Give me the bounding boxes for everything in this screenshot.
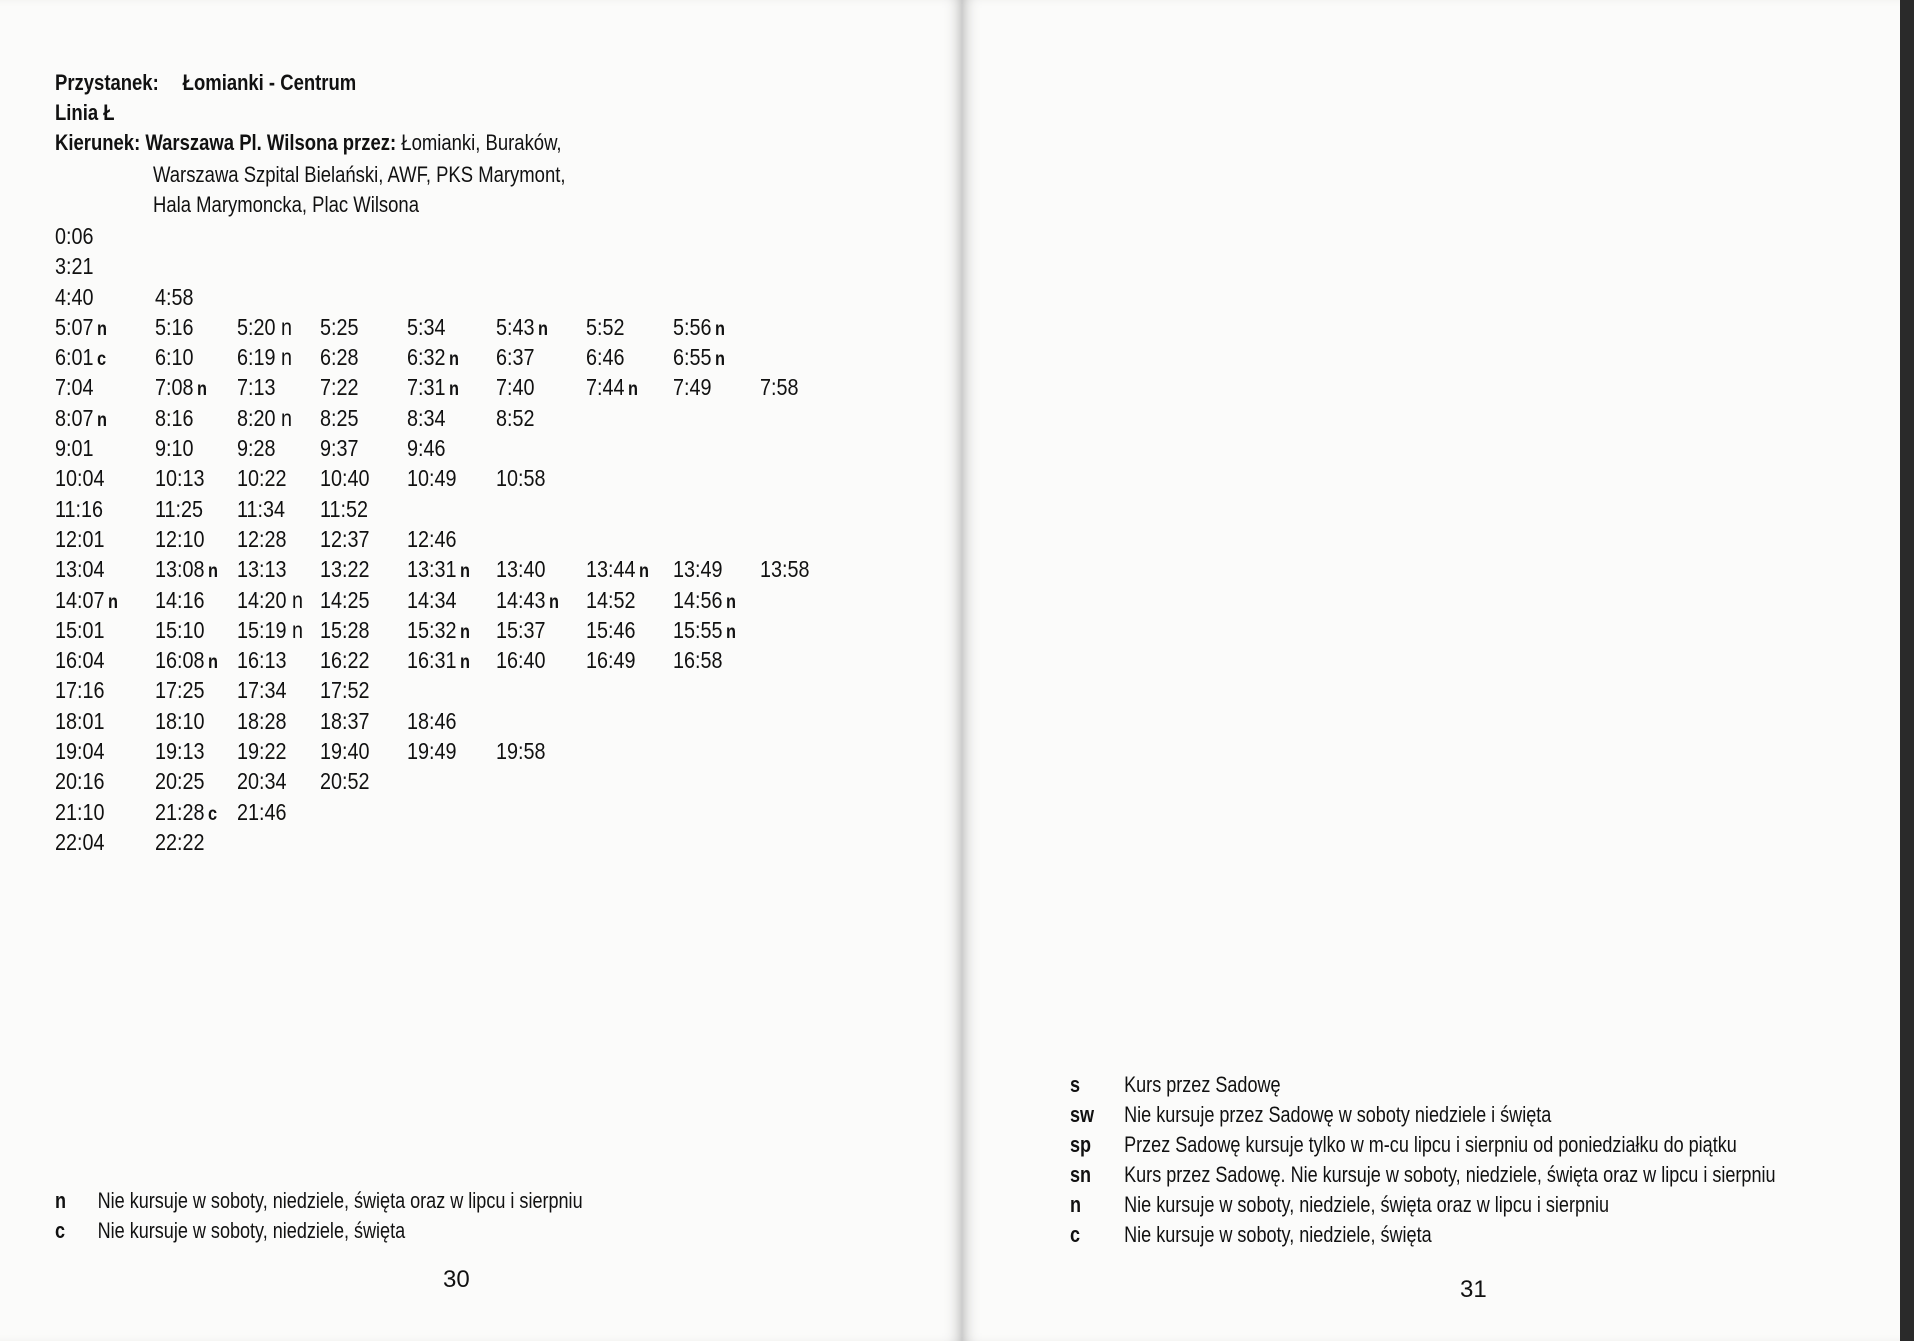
- departure-cell: [320, 526, 370, 553]
- departure-cell: [155, 314, 193, 341]
- departure-time: 6:46: [586, 344, 625, 371]
- departure-time: 10:13: [155, 465, 205, 492]
- departure-cell: [155, 677, 205, 704]
- departure-time: 4:58: [155, 283, 194, 310]
- departure-cell: [320, 677, 370, 704]
- departure-cell: [237, 374, 275, 401]
- departure-time: 5:43: [496, 313, 535, 340]
- departure-cell: [673, 556, 723, 583]
- departure-marker: n: [107, 591, 118, 613]
- departure-cell: [55, 708, 105, 735]
- departure-time: 6:19 n: [237, 344, 292, 371]
- departure-cell: [407, 405, 445, 432]
- departure-time: 16:49: [586, 647, 636, 674]
- departure-time: 19:22: [237, 738, 287, 765]
- departure-time: 20:34: [237, 768, 287, 795]
- departure-time: 15:10: [155, 616, 205, 643]
- departure-time: 14:16: [155, 586, 205, 613]
- departure-time: 5:34: [407, 313, 446, 340]
- departure-cell: [586, 587, 636, 614]
- departure-time: 7:40: [496, 374, 535, 401]
- legend-key: n: [1070, 1192, 1082, 1217]
- departure-time: 8:07: [55, 404, 94, 431]
- departure-time: 9:37: [320, 435, 359, 462]
- departure-cell: [237, 465, 287, 492]
- legend-key: sw: [1070, 1102, 1095, 1127]
- departure-cell: [55, 799, 105, 826]
- departure-time: 10:49: [407, 465, 457, 492]
- departure-cell: [673, 314, 725, 341]
- legend-text: Przez Sadowę kursuje tylko w m-cu lipcu i sierpniu od poniedziałku do piątku: [1124, 1132, 1737, 1157]
- departure-marker: n: [448, 379, 459, 401]
- departure-time: 6:28: [320, 344, 359, 371]
- legend-text: Kurs przez Sadowę. Nie kursuje w soboty, niedziele, święta oraz w lipcu i sierpniu: [1124, 1162, 1776, 1187]
- departure-cell: [760, 556, 810, 583]
- departure-time: 8:34: [407, 404, 446, 431]
- via-line-2: Warszawa Szpital Bielański, AWF, PKS Marymont,: [153, 162, 566, 187]
- departure-cell: [155, 405, 193, 432]
- departure-time: 14:34: [407, 586, 457, 613]
- departure-time: 11:52: [320, 495, 369, 522]
- departure-marker: n: [714, 349, 725, 371]
- departure-cell: [673, 374, 711, 401]
- departure-time: 9:46: [407, 435, 446, 462]
- departure-cell: [55, 647, 105, 674]
- departure-cell: [155, 617, 205, 644]
- departure-time: 15:55: [673, 616, 723, 643]
- departure-cell: [237, 344, 292, 371]
- departure-time: 13:31: [407, 556, 457, 583]
- departure-time: 20:25: [155, 768, 205, 795]
- departure-time: 6:01: [55, 344, 94, 371]
- departure-time: 19:49: [407, 738, 457, 765]
- departure-cell: [496, 314, 548, 341]
- departure-time: 5:16: [155, 313, 194, 340]
- departure-cell: [155, 496, 203, 523]
- departure-time: 0:06: [55, 223, 94, 249]
- departure-cell: [155, 344, 193, 371]
- departure-cell: [320, 405, 358, 432]
- stop-name: Łomianki - Centrum: [182, 70, 357, 95]
- departure-cell: [237, 435, 275, 462]
- via-line-1: Łomianki, Buraków,: [401, 130, 562, 155]
- departure-time: 7:22: [320, 374, 359, 401]
- departure-cell: [586, 647, 636, 674]
- departure-time: 14:43: [496, 586, 546, 613]
- departure-time: 20:52: [320, 768, 370, 795]
- departure-cell: [55, 223, 93, 250]
- departure-marker: c: [207, 803, 218, 825]
- legend-key: s: [1070, 1072, 1081, 1097]
- departure-cell: [407, 617, 470, 644]
- departure-cell: [320, 435, 358, 462]
- legend-key: c: [1070, 1222, 1081, 1247]
- departure-marker: n: [537, 318, 548, 340]
- departure-time: 19:04: [55, 738, 105, 765]
- departure-time: 16:04: [55, 647, 105, 674]
- departure-time: 8:52: [496, 404, 535, 431]
- departure-cell: [237, 799, 287, 826]
- departure-time: 6:55: [673, 344, 712, 371]
- departure-time: 9:10: [155, 435, 194, 462]
- departure-time: 14:56: [673, 586, 723, 613]
- departure-cell: [55, 617, 105, 644]
- departure-cell: [496, 405, 534, 432]
- departure-cell: [407, 587, 457, 614]
- departure-cell: [155, 647, 218, 674]
- departure-cell: [155, 284, 193, 311]
- departure-time: 13:40: [496, 556, 546, 583]
- departure-cell: [673, 587, 736, 614]
- departure-time: 17:16: [55, 677, 105, 704]
- departure-time: 16:08: [155, 647, 205, 674]
- departure-time: 5:20 n: [237, 313, 292, 340]
- via-line-3: Hala Marymoncka, Plac Wilsona: [153, 192, 420, 217]
- departure-time: 10:04: [55, 465, 105, 492]
- departure-cell: [55, 768, 105, 795]
- departure-cell: [155, 799, 217, 826]
- departure-time: 15:01: [55, 616, 105, 643]
- departure-time: 12:28: [237, 525, 287, 552]
- departure-cell: [55, 738, 105, 765]
- departure-time: 6:32: [407, 344, 446, 371]
- departure-cell: [55, 496, 103, 523]
- departure-time: 16:31: [407, 647, 457, 674]
- departure-cell: [407, 708, 457, 735]
- departure-time: 12:46: [407, 525, 457, 552]
- departure-time: 13:08: [155, 556, 205, 583]
- departure-time: 13:44: [586, 556, 636, 583]
- departure-cell: [237, 587, 303, 614]
- departure-marker: n: [196, 379, 207, 401]
- departure-cell: [55, 374, 93, 401]
- departure-time: 10:58: [496, 465, 546, 492]
- departure-cell: [55, 526, 105, 553]
- departure-time: 22:22: [155, 828, 205, 855]
- departure-cell: [155, 829, 205, 856]
- departure-time: 7:31: [407, 374, 446, 401]
- departure-cell: [673, 647, 723, 674]
- departure-time: 19:58: [496, 738, 546, 765]
- departure-cell: [320, 344, 358, 371]
- departure-marker: n: [714, 318, 725, 340]
- direction-to: Warszawa Pl. Wilsona: [145, 130, 338, 155]
- departure-time: 21:28: [155, 798, 205, 825]
- departure-cell: [496, 465, 546, 492]
- departure-marker: n: [459, 621, 470, 643]
- legend-text: Nie kursuje w soboty, niedziele, święta: [1124, 1222, 1432, 1247]
- legend-text: Kurs przez Sadowę: [1124, 1072, 1281, 1097]
- departure-cell: [320, 496, 368, 523]
- legend-key: sp: [1070, 1132, 1092, 1157]
- departure-time: 19:40: [320, 738, 370, 765]
- departure-cell: [320, 374, 358, 401]
- departure-cell: [320, 314, 358, 341]
- departure-time: 5:56: [673, 313, 712, 340]
- departure-cell: [55, 344, 106, 371]
- departure-cell: [320, 647, 370, 674]
- departure-cell: [407, 465, 457, 492]
- departure-cell: [237, 496, 285, 523]
- departure-cell: [55, 405, 107, 432]
- departure-time: 19:13: [155, 738, 205, 765]
- departure-time: 15:28: [320, 616, 370, 643]
- departure-cell: [55, 253, 93, 280]
- departure-cell: [496, 344, 534, 371]
- departure-time: 13:22: [320, 556, 370, 583]
- departure-time: 10:40: [320, 465, 370, 492]
- departure-time: 14:52: [586, 586, 636, 613]
- departure-time: 13:49: [673, 556, 723, 583]
- departure-time: 18:01: [55, 707, 105, 734]
- departure-time: 13:58: [760, 556, 810, 583]
- departure-time: 5:25: [320, 313, 359, 340]
- departure-cell: [320, 738, 370, 765]
- departure-cell: [673, 617, 736, 644]
- departure-marker: n: [459, 561, 470, 583]
- departure-time: 21:10: [55, 798, 105, 825]
- departure-cell: [673, 344, 725, 371]
- departure-time: 22:04: [55, 828, 105, 855]
- departure-cell: [496, 556, 546, 583]
- departure-cell: [155, 556, 218, 583]
- page-right: [962, 0, 1900, 1341]
- departure-cell: [586, 344, 624, 371]
- departure-cell: [320, 587, 370, 614]
- via-label: przez:: [342, 130, 397, 155]
- departure-time: 5:52: [586, 313, 625, 340]
- departure-cell: [496, 374, 534, 401]
- departure-marker: n: [638, 561, 649, 583]
- departure-time: 17:52: [320, 677, 370, 704]
- departure-marker: n: [96, 409, 107, 431]
- departure-cell: [496, 617, 546, 644]
- departure-time: 8:20 n: [237, 404, 292, 431]
- departure-cell: [237, 768, 287, 795]
- legend-key: n: [55, 1188, 67, 1213]
- departure-marker: c: [96, 349, 107, 371]
- departure-cell: [237, 647, 287, 674]
- departure-cell: [586, 617, 636, 644]
- departure-cell: [407, 344, 459, 371]
- departure-time: 7:44: [586, 374, 625, 401]
- departure-cell: [237, 617, 303, 644]
- departure-cell: [155, 435, 193, 462]
- departure-time: 14:25: [320, 586, 370, 613]
- departure-cell: [407, 556, 470, 583]
- departure-time: 15:37: [496, 616, 546, 643]
- departure-time: 7:58: [760, 374, 799, 401]
- departure-cell: [155, 768, 205, 795]
- departure-time: 4:40: [55, 283, 94, 310]
- departure-marker: n: [96, 318, 107, 340]
- departure-time: 13:13: [237, 556, 287, 583]
- departure-time: 7:49: [673, 374, 712, 401]
- departure-time: 14:20 n: [237, 586, 304, 613]
- departure-time: 8:16: [155, 404, 194, 431]
- departure-cell: [586, 314, 624, 341]
- departure-time: 8:25: [320, 404, 359, 431]
- departure-time: 6:10: [155, 344, 194, 371]
- departure-cell: [237, 526, 287, 553]
- departure-cell: [320, 708, 370, 735]
- departure-cell: [760, 374, 798, 401]
- departure-cell: [155, 374, 207, 401]
- departure-cell: [586, 556, 649, 583]
- departure-cell: [407, 314, 445, 341]
- departure-cell: [496, 587, 559, 614]
- departure-time: 18:46: [407, 707, 457, 734]
- departure-time: 14:07: [55, 586, 105, 613]
- departure-cell: [320, 617, 370, 644]
- departure-time: 13:04: [55, 556, 105, 583]
- departure-marker: n: [448, 349, 459, 371]
- departure-marker: n: [725, 591, 736, 613]
- departure-time: 16:22: [320, 647, 370, 674]
- departure-time: 15:32: [407, 616, 457, 643]
- departure-cell: [237, 677, 287, 704]
- departure-cell: [55, 829, 105, 856]
- departure-time: 11:25: [155, 495, 204, 522]
- departure-time: 18:28: [237, 707, 287, 734]
- page-number: 31: [1460, 1276, 1487, 1303]
- departure-time: 12:37: [320, 525, 370, 552]
- direction-header: [55, 128, 562, 158]
- departure-cell: [55, 435, 93, 462]
- departure-cell: [320, 465, 370, 492]
- departure-time: 9:28: [237, 435, 276, 462]
- direction-label: Kierunek:: [55, 130, 141, 155]
- departure-cell: [407, 435, 445, 462]
- departure-marker: n: [207, 561, 218, 583]
- departure-time: 6:37: [496, 344, 535, 371]
- departure-cell: [155, 526, 205, 553]
- departure-time: 11:16: [55, 495, 104, 522]
- departure-time: 3:21: [55, 253, 94, 280]
- departure-time: 12:01: [55, 525, 105, 552]
- legend-key: sn: [1070, 1162, 1092, 1187]
- departure-cell: [237, 556, 287, 583]
- departure-time: 5:07: [55, 313, 94, 340]
- departure-cell: [407, 647, 470, 674]
- legend-text: Nie kursuje w soboty, niedziele, święta oraz w lipcu i sierpniu: [1124, 1192, 1610, 1217]
- departure-cell: [55, 677, 105, 704]
- legend-key: c: [55, 1218, 66, 1243]
- departure-cell: [496, 738, 546, 765]
- departure-time: 15:46: [586, 616, 636, 643]
- departure-time: 7:13: [237, 374, 276, 401]
- departure-time: 10:22: [237, 465, 287, 492]
- departure-cell: [237, 708, 287, 735]
- departure-cell: [155, 708, 205, 735]
- line-label: Linia Ł: [55, 100, 115, 125]
- departure-cell: [320, 556, 370, 583]
- departure-time: 7:04: [55, 374, 94, 401]
- departure-time: 18:10: [155, 707, 205, 734]
- departure-cell: [407, 526, 457, 553]
- departure-marker: n: [548, 591, 559, 613]
- departure-cell: [155, 587, 205, 614]
- stop-label: Przystanek:: [55, 70, 159, 95]
- stop-header: [55, 68, 357, 98]
- departure-cell: [55, 314, 107, 341]
- departure-cell: [320, 768, 370, 795]
- departure-time: 7:08: [155, 374, 194, 401]
- departure-marker: n: [459, 652, 470, 674]
- departure-time: 16:13: [237, 647, 287, 674]
- departure-time: 21:46: [237, 798, 287, 825]
- departure-marker: n: [207, 652, 218, 674]
- legend-text: Nie kursuje w soboty, niedziele, święta: [97, 1218, 406, 1243]
- departure-time: 11:34: [237, 495, 286, 522]
- departure-cell: [237, 314, 292, 341]
- departure-time: 17:34: [237, 677, 287, 704]
- legend-text: Nie kursuje w soboty, niedziele, święta oraz w lipcu i sierpniu: [97, 1188, 583, 1213]
- departure-cell: [55, 587, 118, 614]
- departure-time: 12:10: [155, 525, 205, 552]
- departure-cell: [237, 738, 287, 765]
- departure-cell: [407, 374, 459, 401]
- departure-time: 16:40: [496, 647, 546, 674]
- departure-marker: n: [725, 621, 736, 643]
- departure-time: 9:01: [55, 435, 94, 462]
- departure-time: 20:16: [55, 768, 105, 795]
- legend-text: Nie kursuje przez Sadowę w soboty niedziele i święta: [1124, 1102, 1552, 1127]
- departure-time: 18:37: [320, 707, 370, 734]
- departure-cell: [496, 647, 546, 674]
- departure-cell: [586, 374, 638, 401]
- departure-cell: [407, 738, 457, 765]
- departure-cell: [237, 405, 292, 432]
- departure-cell: [155, 465, 205, 492]
- page-number: 30: [443, 1266, 470, 1293]
- departure-time: 15:19 n: [237, 616, 304, 643]
- departure-time: 17:25: [155, 677, 205, 704]
- departure-cell: [55, 465, 105, 492]
- departure-cell: [155, 738, 205, 765]
- departure-cell: [55, 556, 105, 583]
- departure-cell: [55, 284, 93, 311]
- departure-marker: n: [627, 379, 638, 401]
- departure-time: 16:58: [673, 647, 723, 674]
